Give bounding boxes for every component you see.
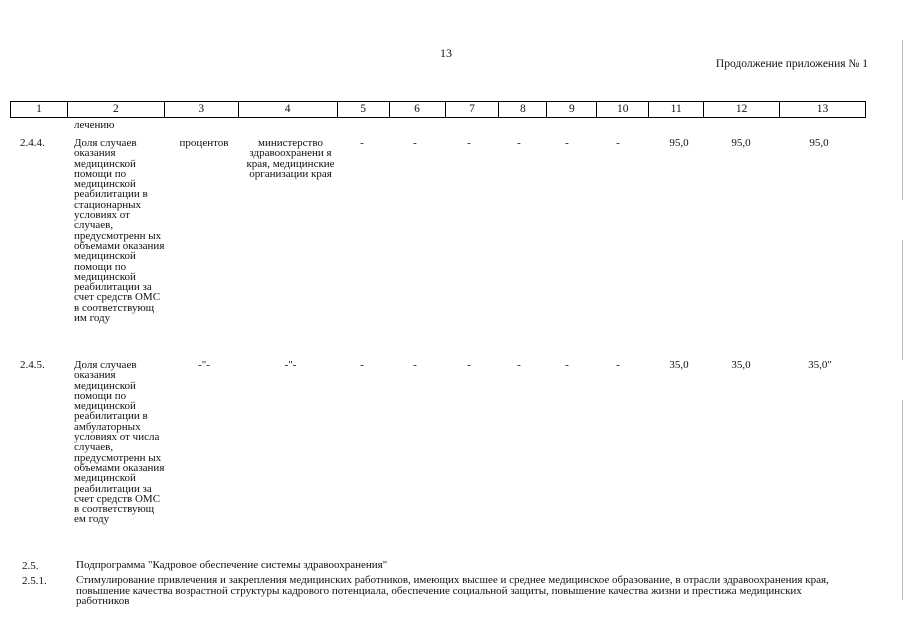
value-col-9: - (565, 137, 569, 149)
value-col-6: - (413, 359, 417, 371)
subprogram-title: Подпрограмма "Кадровое обеспечение системы здравоохранения" (76, 559, 388, 571)
value-col-8: - (517, 137, 521, 149)
value-col-5: - (360, 359, 364, 371)
value-col-13: 95,0 (809, 137, 829, 149)
value-col-6: - (413, 137, 417, 149)
col-header-9: 9 (547, 102, 597, 117)
col-header-4: 4 (239, 102, 338, 117)
value-col-9: - (565, 359, 569, 371)
col-header-7: 7 (446, 102, 500, 117)
value-col-7: - (467, 359, 471, 371)
value-col-5: - (360, 137, 364, 149)
indicator-name: Доля случаев оказания медицинской помощи по медицинской реабилитации в амбулаторных условиях от числа случаев, предусмотренн ых объемами оказания медицинской реабилитации за счет средств ОМС в соответствующ ем году (74, 359, 165, 526)
col-header-8: 8 (499, 102, 547, 117)
value-col-10: - (616, 137, 620, 149)
value-col-12: 35,0 (731, 359, 751, 371)
col-header-10: 10 (597, 102, 649, 117)
scan-edge-mark (902, 40, 903, 200)
col-header-13: 13 (816, 103, 829, 115)
subprogram-number: 2.5. (22, 560, 39, 572)
row-number: 2.4.5. (20, 359, 45, 371)
page-number: 13 (440, 46, 452, 60)
subgoal-text: Стимулирование привлечения и закрепления медицинских работников, имеющих высшее и среднее медицинское образование, в отрасли здравоохранения края, повышение качества возрастной структуры кадрового потенциала, обеспечение социальной защиты, повышение качества жизни и престижа медицинских работников (76, 574, 829, 607)
subgoal-number: 2.5.1. (22, 575, 47, 587)
value-col-8: - (517, 359, 521, 371)
unit-of-measure: процентов (179, 137, 229, 149)
table-header-row (10, 101, 866, 118)
scan-edge-mark (902, 240, 903, 360)
value-col-12: 95,0 (731, 137, 751, 149)
value-col-11: 35,0 (669, 359, 689, 371)
col-header-3: 3 (165, 102, 239, 117)
col-header-6: 6 (390, 102, 446, 117)
indicator-name: Доля случаев оказания медицинской помощи по медицинской реабилитации в стационарных условиях от случаев, предусмотренн ых объемами оказания медицинской помощи по медицинской реабилитации за счет средств ОМС в соответствующ им году (74, 137, 165, 325)
responsible-party: министерство здравоохранени я края, медицинские организации края (246, 137, 335, 180)
value-col-13: 35,0" (808, 359, 832, 371)
col-header-11: 11 (649, 102, 704, 117)
col-header-1: 1 (11, 102, 68, 117)
row-number: 2.4.4. (20, 137, 45, 149)
col-header-12: 12 (704, 102, 780, 117)
continuation-note: Продолжение приложения № 1 (715, 58, 868, 70)
value-col-11: 95,0 (669, 137, 689, 149)
responsible-party: -"- (284, 359, 297, 371)
scan-edge-mark (902, 400, 903, 600)
value-col-10: - (616, 359, 620, 371)
col-header-2: 2 (68, 102, 165, 117)
carry-over-fragment: лечению (74, 119, 115, 131)
col-header-5: 5 (338, 102, 390, 117)
unit-of-measure: -"- (198, 359, 210, 371)
value-col-7: - (467, 137, 471, 149)
